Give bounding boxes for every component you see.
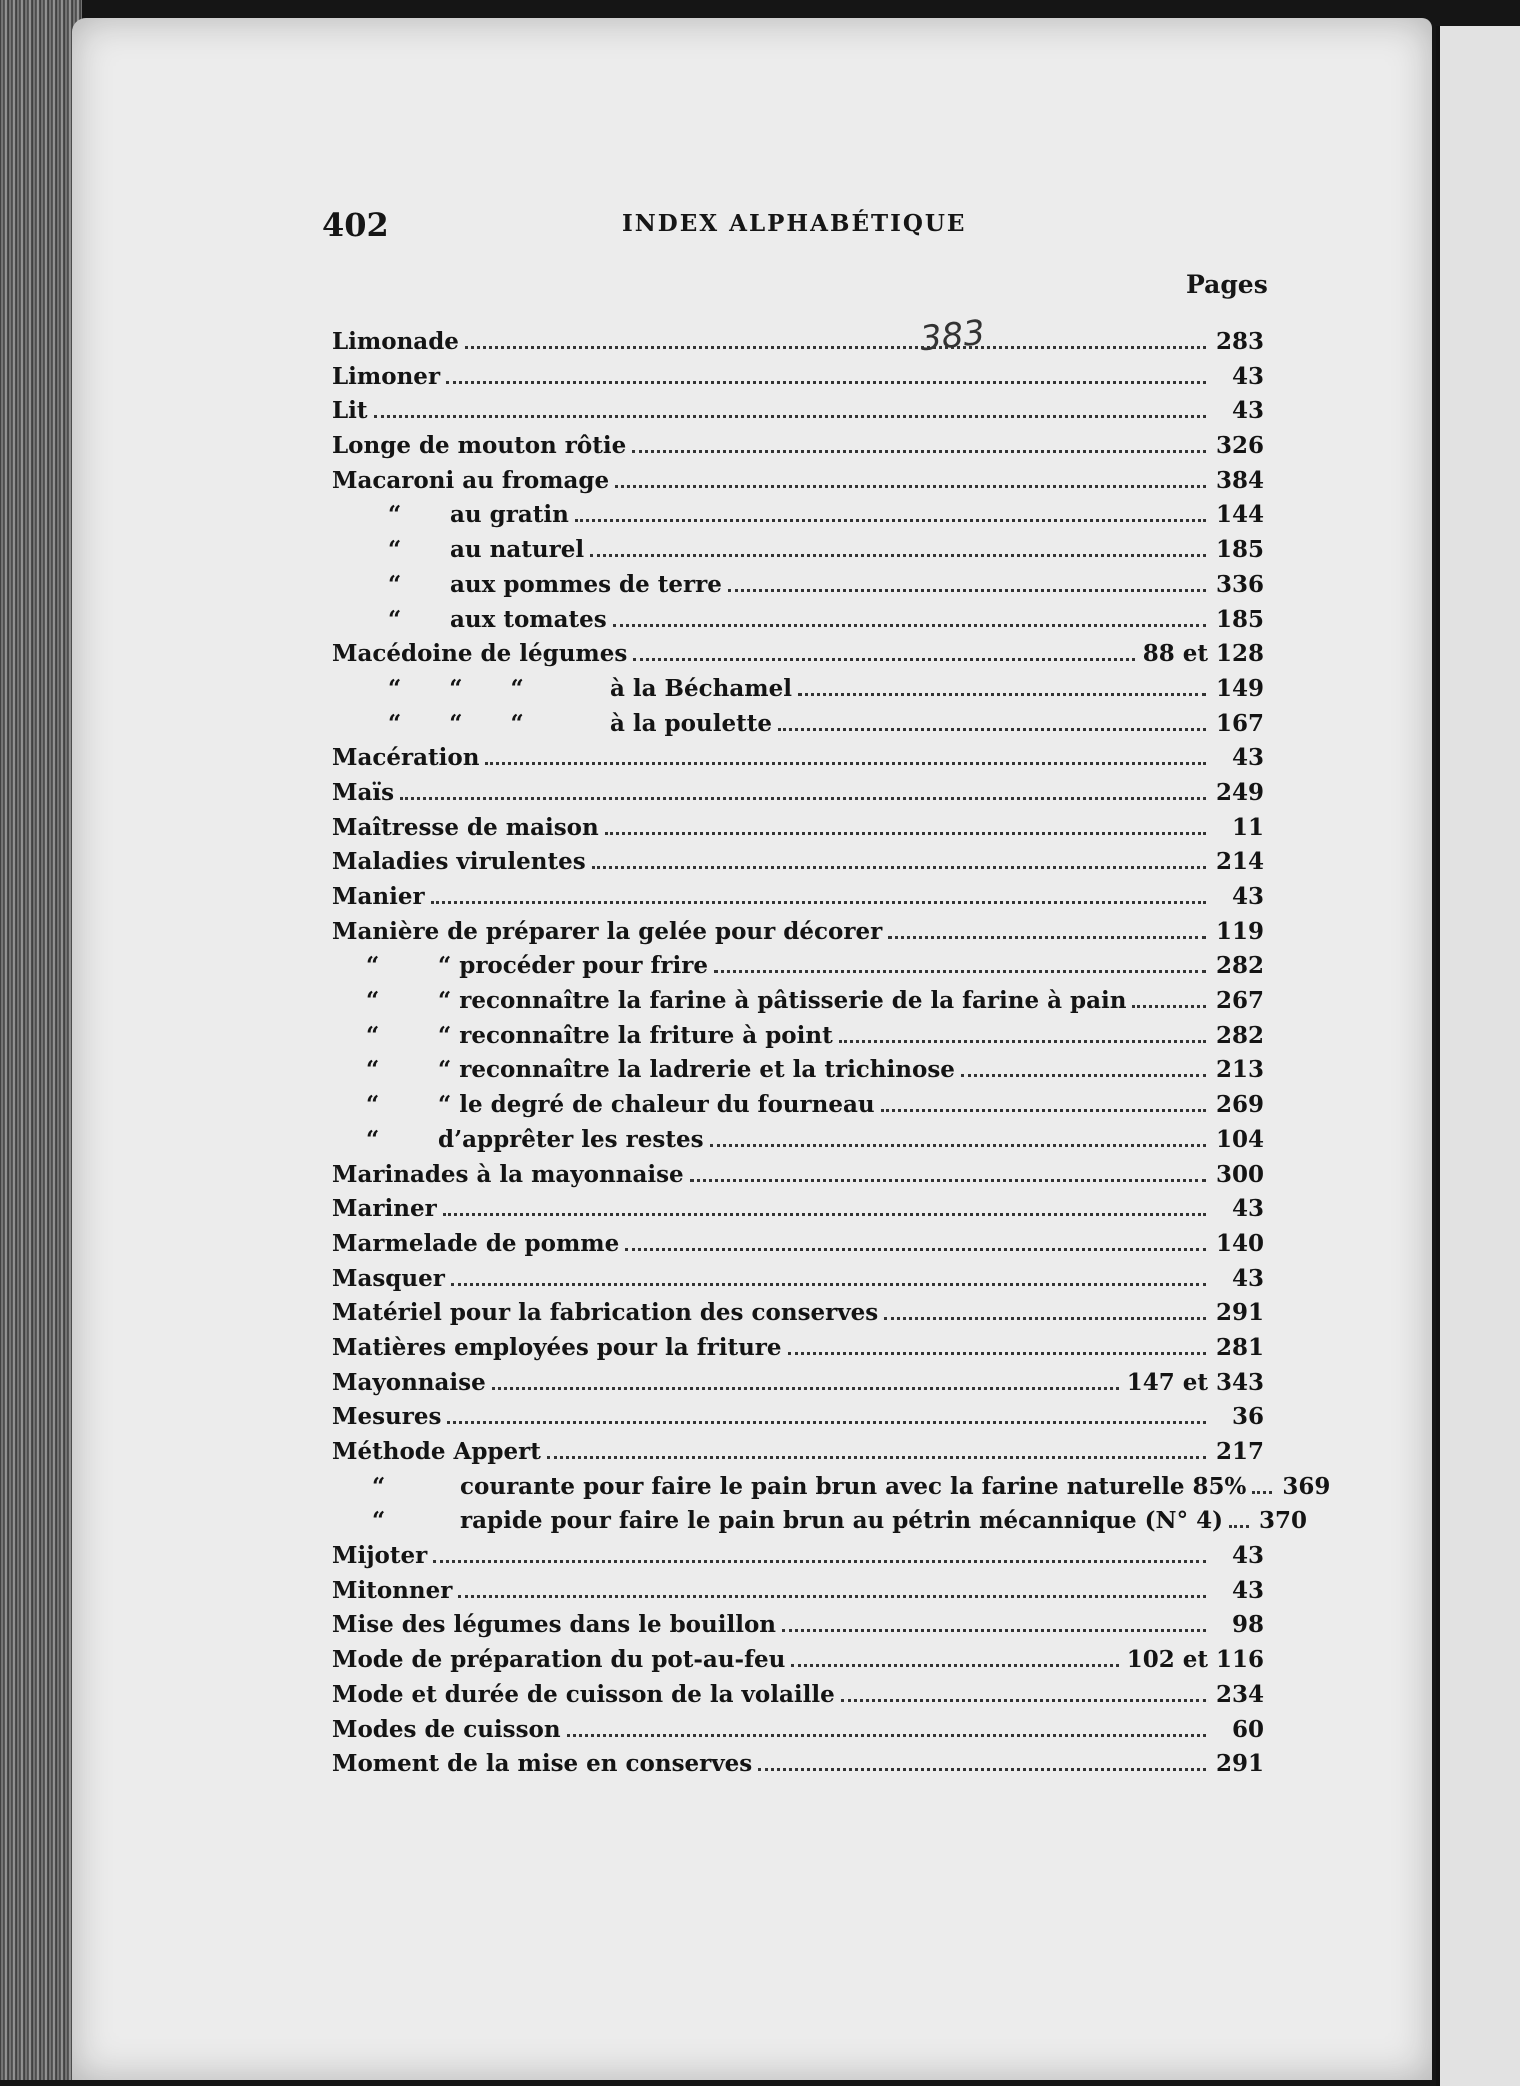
entry-text: Maladies virulentes: [332, 848, 586, 876]
dot-leader: [798, 693, 1206, 696]
ditto-mark: “: [366, 1056, 380, 1084]
entry-page-ref: 336: [1215, 570, 1264, 598]
entry-page-ref: 102 et 116: [1126, 1646, 1264, 1674]
entry-text: aux pommes de terre: [450, 570, 722, 598]
pages-column-label: Pages: [1186, 270, 1268, 299]
dot-leader: [839, 1040, 1206, 1043]
entry-page-ref: 43: [1231, 744, 1264, 772]
dot-leader: [451, 1283, 1206, 1286]
ditto-mark: “: [366, 952, 380, 980]
entry-text: “ reconnaître la friture à point: [438, 1021, 833, 1049]
dot-leader: [1132, 1005, 1206, 1008]
dot-leader: [615, 485, 1206, 488]
index-entry: [332, 1539, 1264, 1574]
dot-leader: [592, 866, 1206, 869]
index-entry: [332, 360, 1264, 395]
entry-page-ref: 282: [1215, 952, 1264, 980]
index-entry: [332, 1608, 1264, 1643]
entry-page-ref: 217: [1215, 1438, 1264, 1465]
entry-page-ref: 104: [1215, 1125, 1264, 1153]
entry-text: Matières employées pour la friture: [332, 1333, 782, 1361]
index-entry: [332, 1435, 1264, 1470]
dot-leader: [492, 1387, 1119, 1390]
entry-text: Limoner: [332, 362, 441, 390]
dot-leader: [374, 415, 1206, 418]
index-entry: [332, 741, 1264, 776]
dot-leader: [884, 1317, 1206, 1320]
entry-text: rapide pour faire le pain brun au pétrin mécannique (N° 4): [460, 1507, 1223, 1535]
index-entry: [332, 949, 1264, 984]
entry-text: “ le degré de chaleur du fourneau: [438, 1091, 875, 1119]
index-entry: [332, 880, 1264, 915]
entry-text: Masquer: [332, 1264, 445, 1292]
index-entry: [332, 1747, 1264, 1782]
entry-text: Mitonner: [332, 1576, 453, 1604]
dot-leader: [446, 381, 1206, 384]
index-entry: [332, 1019, 1264, 1054]
entry-page-ref: 36: [1231, 1403, 1264, 1431]
running-title: INDEX ALPHABÉTIQUE: [622, 210, 967, 237]
entry-text: Macédoine de légumes: [332, 640, 628, 668]
index-entry: [332, 1574, 1264, 1609]
index-entry: [332, 984, 1264, 1019]
index-entry: [332, 915, 1264, 950]
entry-page-ref: 185: [1215, 605, 1264, 633]
index-entry: [332, 1262, 1264, 1297]
dot-leader: [841, 1699, 1206, 1702]
dot-leader: [788, 1352, 1206, 1355]
ditto-mark: “: [388, 605, 402, 633]
dot-leader: [633, 658, 1134, 661]
index-entry: [332, 568, 1264, 603]
dot-leader: [447, 1421, 1206, 1424]
page-number: 402: [322, 206, 389, 244]
index-entry: [332, 1158, 1264, 1193]
entry-text: à la Béchamel: [610, 674, 792, 702]
ditto-mark: “: [366, 1091, 380, 1119]
entry-page-ref: 234: [1215, 1680, 1264, 1708]
entry-text: au naturel: [450, 536, 585, 564]
index-entry: [332, 1470, 1331, 1505]
entry-text: Modes de cuisson: [332, 1715, 561, 1743]
dot-leader: [547, 1456, 1206, 1459]
entry-page-ref: 300: [1215, 1160, 1264, 1188]
book-page-edges: [0, 0, 82, 2080]
entry-text: Mesures: [332, 1403, 442, 1431]
entry-text: au gratin: [450, 501, 569, 529]
index-entry: [332, 1053, 1264, 1088]
handwritten-annotation: 383: [918, 312, 987, 360]
entry-page-ref: 98: [1231, 1611, 1264, 1639]
dot-leader: [961, 1074, 1206, 1077]
entry-text: à la poulette: [610, 709, 772, 737]
index-entry: [332, 1400, 1264, 1435]
entry-page-ref: 267: [1215, 987, 1264, 1015]
index-entry: [332, 707, 1264, 742]
entry-page-ref: 43: [1231, 1542, 1264, 1570]
index-entry: [332, 672, 1264, 707]
entry-page-ref: 43: [1231, 1195, 1264, 1223]
ditto-mark: “: [366, 1125, 380, 1153]
entry-text: Manière de préparer la gelée pour décorer: [332, 917, 883, 945]
entry-page-ref: 281: [1215, 1333, 1264, 1361]
entry-text: Matériel pour la fabrication des conserves: [332, 1299, 879, 1327]
index-entry: [332, 533, 1264, 568]
dot-leader: [881, 1109, 1206, 1112]
ditto-mark: “: [372, 1472, 386, 1500]
entry-page-ref: 185: [1215, 536, 1264, 564]
dot-leader: [458, 1595, 1206, 1598]
dot-leader: [758, 1768, 1206, 1771]
ditto-mark: “: [388, 501, 402, 529]
entry-page-ref: 214: [1215, 848, 1264, 876]
entry-page-ref: 369: [1282, 1472, 1331, 1500]
index-entry: [332, 1643, 1264, 1678]
index-entry: [332, 1192, 1264, 1227]
index-entry: [332, 464, 1264, 499]
entry-text: Maïs: [332, 778, 395, 806]
dot-leader: [465, 346, 1206, 349]
entry-text: Mise des légumes dans le bouillon: [332, 1611, 777, 1639]
entry-page-ref: 88 et 128: [1142, 640, 1264, 668]
dot-leader: [433, 1560, 1206, 1563]
entry-page-ref: 43: [1231, 397, 1264, 425]
entry-text: Marinades à la mayonnaise: [332, 1160, 684, 1188]
entry-text: Moment de la mise en conserves: [332, 1750, 753, 1778]
entry-page-ref: 43: [1231, 883, 1264, 910]
dot-leader: [485, 762, 1206, 765]
ditto-mark: “: [388, 570, 402, 598]
dot-leader: [1252, 1491, 1272, 1494]
entry-text: Lit: [332, 397, 368, 425]
entry-text: courante pour faire le pain brun avec la farine naturelle 85%: [460, 1472, 1247, 1500]
entry-page-ref: 269: [1215, 1091, 1264, 1119]
index-entry: [332, 1296, 1264, 1331]
ditto-mark: “: [372, 1507, 386, 1535]
entry-page-ref: 147 et 343: [1126, 1368, 1264, 1396]
adjacent-page-edge: [1436, 26, 1520, 2086]
dot-leader: [690, 1179, 1206, 1182]
index-entry: [332, 498, 1264, 533]
index-entry: [332, 394, 1264, 429]
entry-text: Mariner: [332, 1195, 437, 1223]
dot-leader: [443, 1213, 1206, 1216]
entry-page-ref: 167: [1215, 709, 1264, 737]
entry-text: Méthode Appert: [332, 1438, 541, 1465]
dot-leader: [605, 832, 1206, 835]
entry-page-ref: 213: [1215, 1056, 1264, 1084]
entry-text: Macération: [332, 744, 480, 772]
dot-leader: [728, 589, 1206, 592]
entry-page-ref: 291: [1215, 1750, 1264, 1778]
dot-leader: [400, 797, 1206, 800]
index-entry: [332, 1366, 1264, 1401]
entry-text: Limonade: [332, 328, 459, 355]
dot-leader: [782, 1629, 1206, 1632]
dot-leader: [567, 1734, 1206, 1737]
entry-text: “ reconnaître la farine à pâtisserie de la farine à pain: [438, 987, 1127, 1015]
ditto-mark: “ “ “: [388, 709, 524, 737]
entry-page-ref: 249: [1215, 778, 1264, 806]
dot-leader: [714, 970, 1206, 973]
entry-page-ref: 370: [1258, 1507, 1307, 1535]
dot-leader: [575, 519, 1206, 522]
dot-leader: [590, 554, 1206, 557]
dot-leader: [888, 936, 1206, 939]
dot-leader: [632, 450, 1206, 453]
entry-text: Mayonnaise: [332, 1368, 486, 1396]
entry-page-ref: 384: [1215, 466, 1264, 494]
dot-leader: [613, 624, 1206, 627]
index-entry: [332, 811, 1264, 846]
index-entry: [332, 1504, 1307, 1539]
entry-text: Mode et durée de cuisson de la volaille: [332, 1680, 835, 1708]
index-entry: [332, 637, 1264, 672]
dot-leader: [710, 1144, 1206, 1147]
ditto-mark: “: [366, 1021, 380, 1049]
index-entry: [332, 603, 1264, 638]
index-entry: [332, 1088, 1264, 1123]
entry-text: Mijoter: [332, 1542, 428, 1570]
dot-leader: [625, 1248, 1206, 1251]
index-entry: [332, 325, 1264, 360]
entry-page-ref: 291: [1215, 1299, 1264, 1327]
entry-page-ref: 43: [1231, 1576, 1264, 1604]
index-entry: [332, 429, 1264, 464]
index-entry: [332, 1331, 1264, 1366]
entry-text: Mode de préparation du pot-au-feu: [332, 1646, 786, 1674]
ditto-mark: “: [366, 987, 380, 1015]
entry-page-ref: 140: [1215, 1229, 1264, 1257]
index-entry: [332, 1123, 1264, 1158]
entry-text: d’apprêter les restes: [438, 1125, 704, 1153]
ditto-mark: “: [388, 536, 402, 564]
entry-text: aux tomates: [450, 605, 607, 633]
page-header: [322, 206, 1262, 250]
entry-page-ref: 11: [1231, 813, 1264, 841]
dot-leader: [778, 728, 1206, 731]
entry-page-ref: 283: [1215, 328, 1264, 355]
dot-leader: [431, 901, 1206, 904]
dot-leader: [791, 1664, 1118, 1667]
entry-page-ref: 149: [1215, 674, 1264, 702]
entry-page-ref: 144: [1215, 501, 1264, 529]
entry-page-ref: 43: [1231, 1264, 1264, 1292]
entry-text: Maîtresse de maison: [332, 813, 599, 841]
entry-page-ref: 282: [1215, 1021, 1264, 1049]
index-entry: [332, 845, 1264, 880]
index-entry: [332, 1678, 1264, 1713]
entry-page-ref: 43: [1231, 362, 1264, 390]
entry-page-ref: 60: [1231, 1715, 1264, 1743]
index-entry: [332, 1227, 1264, 1262]
index-entry: [332, 776, 1264, 811]
entry-text: Manier: [332, 883, 425, 910]
entry-text: Macaroni au fromage: [332, 466, 610, 494]
dot-leader: [1229, 1525, 1249, 1528]
entry-text: Longe de mouton rôtie: [332, 432, 627, 460]
entry-text: “ reconnaître la ladrerie et la trichinose: [438, 1056, 955, 1084]
entry-text: Marmelade de pomme: [332, 1229, 620, 1257]
index-entry-list: [332, 325, 1331, 1782]
index-entry: [332, 1713, 1264, 1748]
entry-text: “ procéder pour frire: [438, 952, 709, 980]
entry-page-ref: 119: [1215, 917, 1264, 945]
ditto-mark: “ “ “: [388, 674, 524, 702]
entry-page-ref: 326: [1215, 432, 1264, 460]
